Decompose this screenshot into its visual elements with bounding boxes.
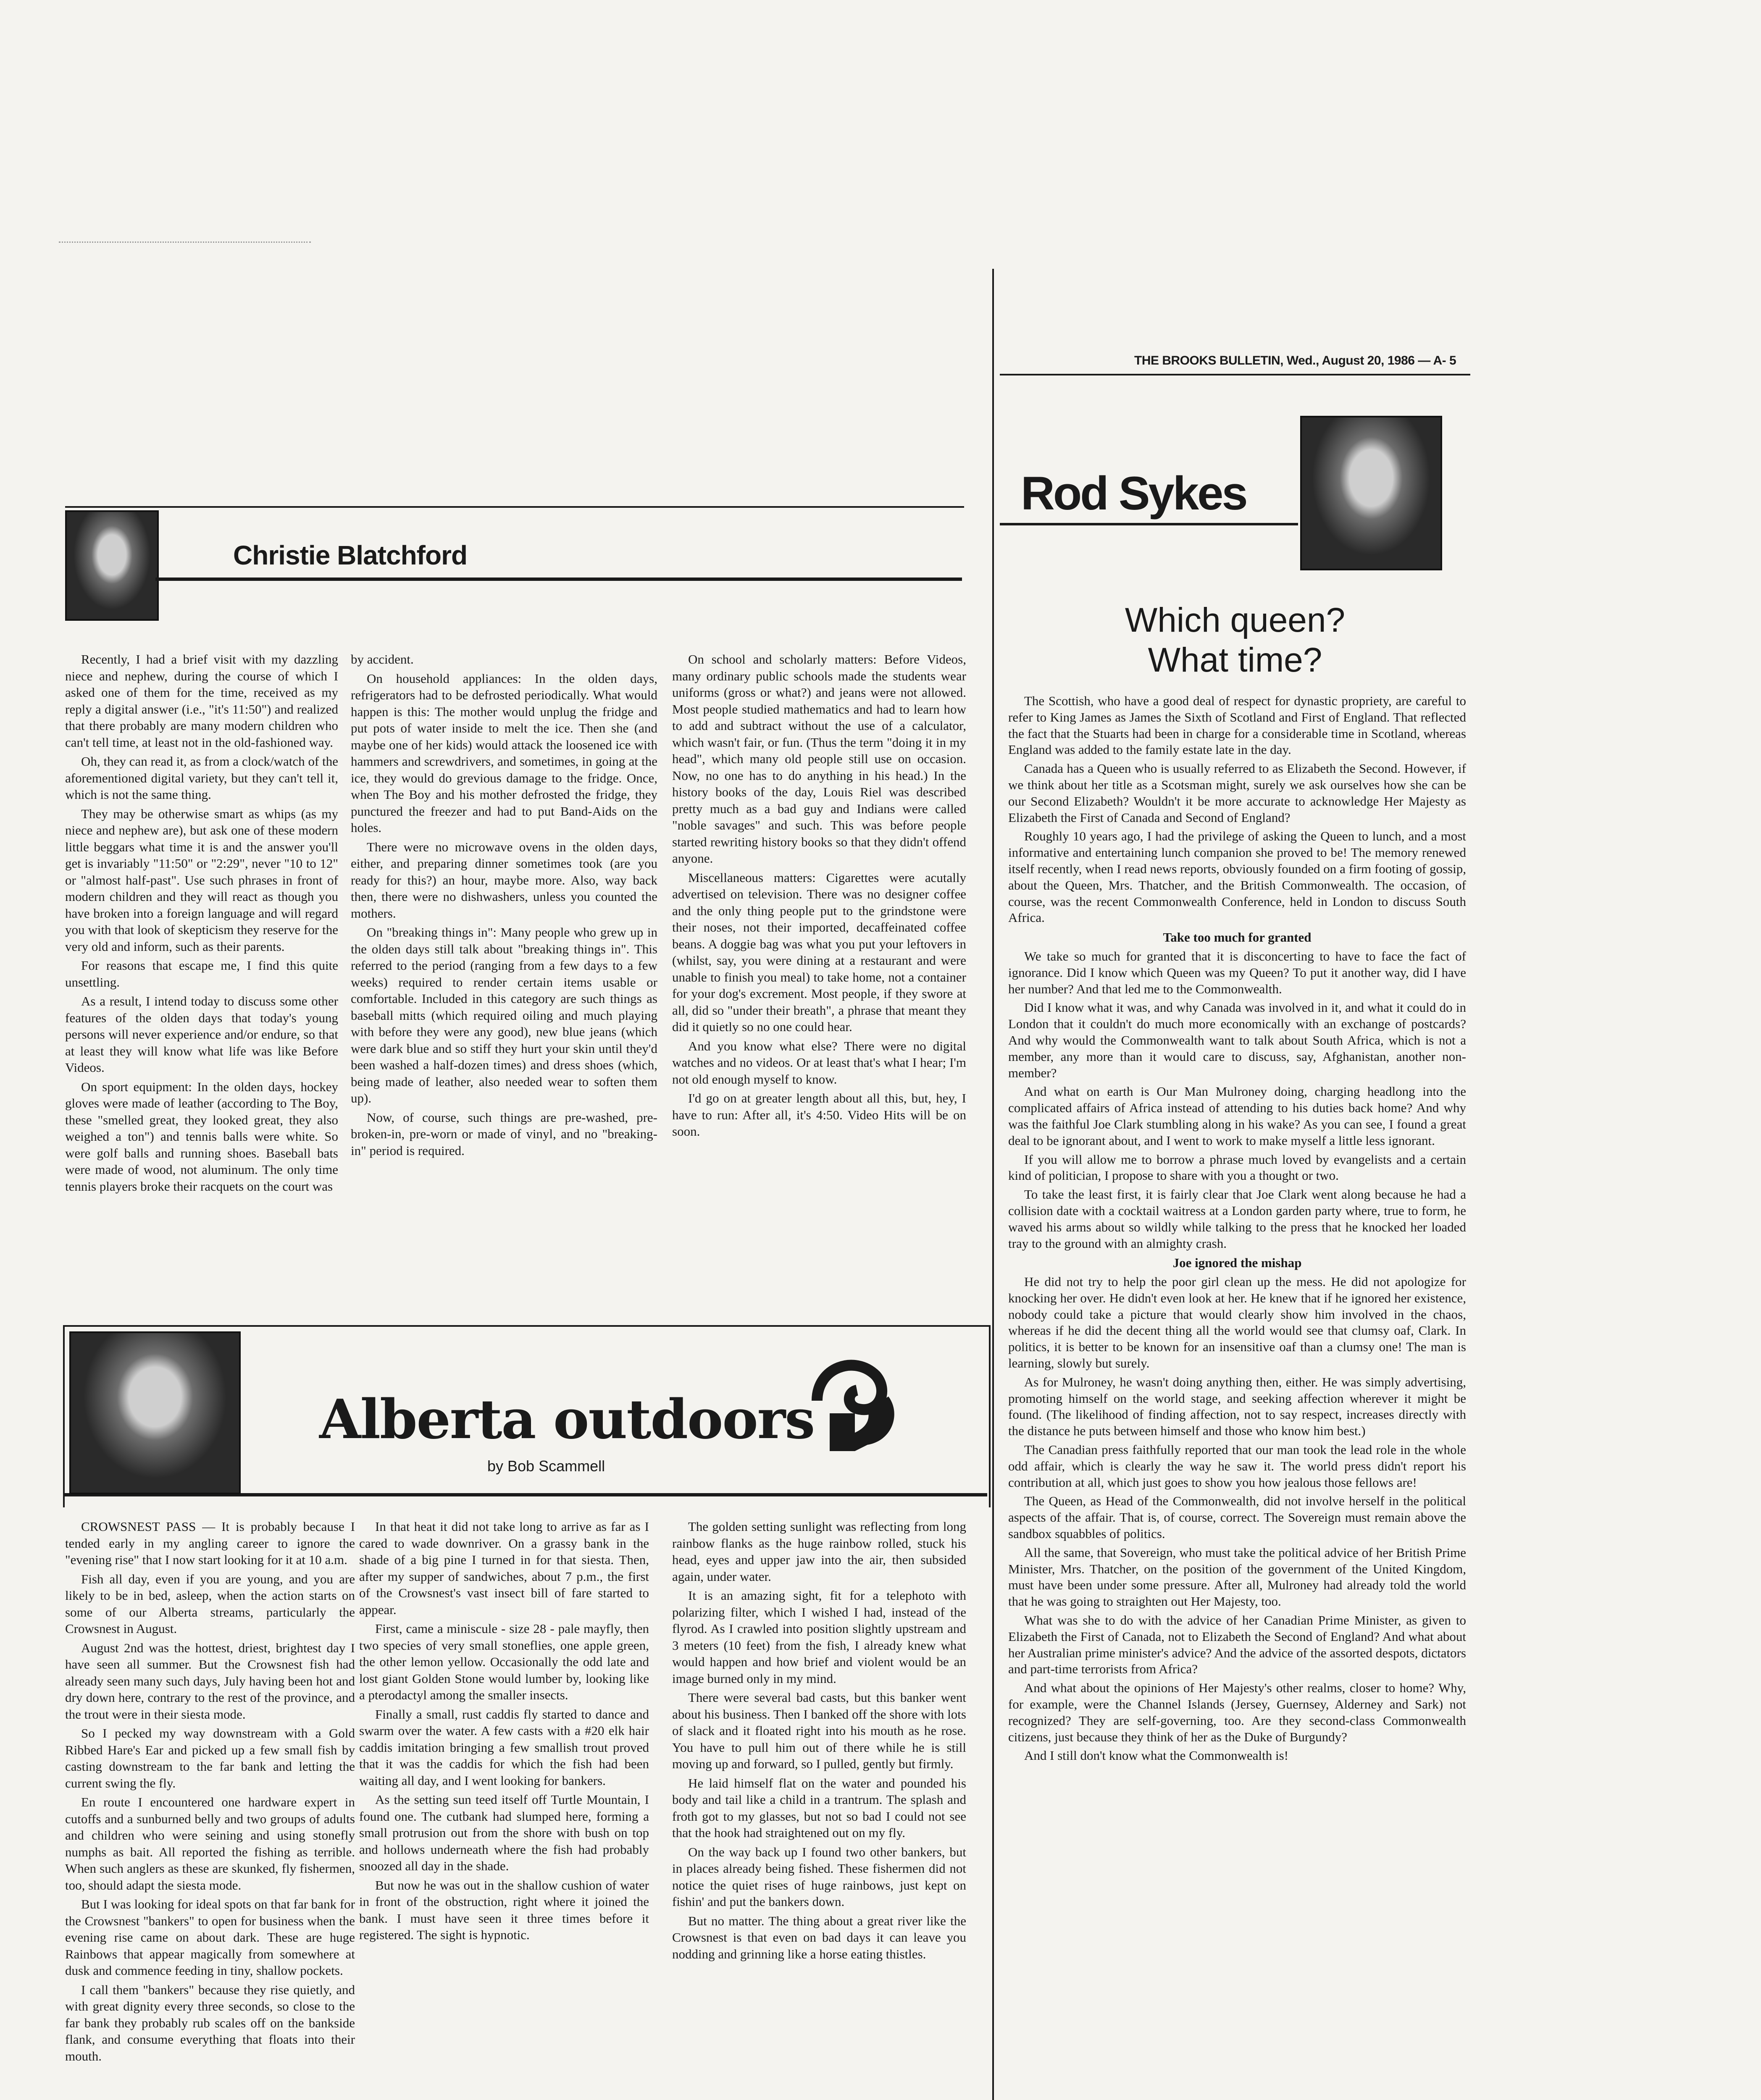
paragraph: Roughly 10 years ago, I had the privilege of asking the Queen to lunch, and a most informative and entertaining lunch companion she proved to be! The memory renewed itself recently, when I read news reports, obviously founded on a firm footing of gossip, about the Queen, Mrs. Thatcher, and the British Commonwealth. The occasion, of course, was the recent Commonwealth Conference, held in London to discuss South Africa. <box>1008 829 1466 925</box>
paragraph: The golden setting sunlight was reflecting from long rainbow flanks as the huge rainbow rolled, stuck his head, eyes and upper jaw into the air, then subsided again, under water. <box>672 1519 966 1584</box>
page-header-rule <box>1000 374 1470 375</box>
paragraph: What was she to do with the advice of her Canadian Prime Minister, as given to Elizabeth the First of Canada, not to Elizabeth the Second of England? And what about her Australian prime minister's advice? And the advice of the assorted despots, dictators and part-time terrorists from Africa? <box>1008 1613 1466 1677</box>
page-header: THE BROOKS BULLETIN, Wed., August 20, 1986 — A- 5 <box>1134 354 1456 368</box>
paragraph: All the same, that Sovereign, who must take the political advice of her British Prime Minister, Mrs. Thatcher, on the position of the government of the United Kingdom, must have been under some pressure. After all, Mulroney had already told the world that he was going to straighten out Her Majesty, too. <box>1008 1545 1466 1609</box>
paragraph: CROWSNEST PASS — It is probably because I tended early in my angling career to ignore the "evening rise" that I now start looking for it at 10 a.m. <box>65 1519 355 1567</box>
outdoors-title: Alberta outdoors <box>319 1388 815 1451</box>
paragraph: Did I know what it was, and why Canada was involved in it, and what it could do in London that it couldn't do much more economically with an exchange of postcards? And why would the Commonwealth want to talk about South Africa, which is not a member, any more than it would care to discuss, say, Afghanistan, another non-member? <box>1008 1000 1466 1080</box>
paragraph: First, came a miniscule - size 28 - pale mayfly, then two species of very small stoneflies, one apple green, the other lemon yellow. Occasionally the odd late and lost giant Golden Stone would lumber by, looking like a pterodactyl among the smaller insects. <box>359 1621 649 1702</box>
subhead: Take too much for granted <box>1163 930 1312 945</box>
paragraph: Canada has a Queen who is usually referred to as Elizabeth the Second. However, if we think about her title as a Scotsman might, surely we ask ourselves how she can be our Second Elizabeth? Wouldn't it be more accurate to acknowledge Her Majesty as Elizabeth the First of Canada and Second of England? <box>1008 761 1466 825</box>
paragraph: But no matter. The thing about a great river like the Crowsnest is that even on bad days it can leave you nodding and grinning like a horse eating thistles. <box>672 1913 966 1961</box>
subhead: Joe ignored the mishap <box>1172 1255 1302 1270</box>
paragraph: He laid himself flat on the water and pounded his body and tail like a child in a trantrum. The splash and froth got to my glasses, but not so bad I could not see that the hook had straightened out on my fly. <box>672 1775 966 1840</box>
paragraph: Recently, I had a brief visit with my dazzling niece and nephew, during the course of which I asked one of them for the time, received as my reply a digital answer (i.e., "it's 11:50") and realized that there probably are many modern children who can't tell time, at least not in the old-fashioned way. <box>65 652 338 750</box>
columnist-photo-blatchford <box>65 510 159 621</box>
paragraph: On the way back up I found two other bankers, but in places already being fished. These fishermen did not notice the quiet rises of huge rainbows, just kept on fishin' and put the bankers down. <box>672 1844 966 1909</box>
blatchford-header-rule <box>65 506 964 508</box>
paragraph: As for Mulroney, he wasn't doing anything then, either. He was simply advertising, promoting himself on the world stage, and seeking affection wherever it might be found. (The likelihood of finding affection, not to say respect, increases directly with the distance he puts between himself and those who know him best.) <box>1008 1374 1466 1438</box>
paragraph: On sport equipment: In the olden days, hockey gloves were made of leather (according to The Boy, these "smelled great, they looked great, they also weighed a ton") and tennis balls were white. So were golf balls and running shoes. Baseball bats were made of wood, not aluminum. The only time tennis players broke their racquets on the court was <box>65 1079 338 1194</box>
paragraph: And what on earth is Our Man Mulroney doing, charging headlong into the complicated affairs of Africa instead of attending to his duties back home? And why was the faithful Joe Clark stumbling along in his wake? As you can see, I found a great deal to be ignorant about, and I went to work to make myself a little less ignorant. <box>1008 1084 1466 1148</box>
outdoors-column-2 <box>359 1518 649 2100</box>
byline-sykes: Rod Sykes <box>1021 467 1246 520</box>
paragraph: On household appliances: In the olden days, refrigerators had to be defrosted periodically. What would happen is this: The mother would unplug the fridge and put pots of water inside to melt the ice. Then she (and maybe one of her kids) would attack the loosened ice with hammers and screwdrivers, and sometimes, in going at the ice, they would do grevious damage to the fridge. Once, when The Boy and his mother defrosted the fridge, they punctured the freezer and had to put Band-Aids on the holes. <box>351 671 657 835</box>
paragraph: The Scottish, who have a good deal of respect for dynastic propriety, are careful to refer to King James as James the Sixth of Scotland and First of England. That reflected the fact that the Stuarts had been in charge for a considerable time in Scotland, whereas England was added to the family estate late in the day. <box>1008 693 1466 757</box>
column-divider-vertical <box>992 269 994 2100</box>
ram-logo-icon <box>804 1350 907 1457</box>
paragraph: Finally a small, rust caddis fly started to dance and swarm over the water. A few casts with a #20 elk hair caddis imitation bringing a few smallish trout proved that it was the caddis for which the fish had been waiting all day, and I went looking for bankers. <box>359 1706 649 1788</box>
blatchford-column-1 <box>65 651 338 1273</box>
paragraph: It is an amazing sight, fit for a telephoto with polarizing filter, which I wished I had, instead of the flyrod. As I crawled into position slightly upstream and 3 meters (10 feet) from the fish, I already knew what would happen and how brief and violent would be an image burned only in my mind. <box>672 1588 966 1686</box>
paragraph: I call them "bankers" because they rise quietly, and with great dignity every three seconds, so close to the far bank they probably rub scales off on the bankside flank, and consume everything that floats into their mouth. <box>65 1982 355 2063</box>
paragraph: Miscellaneous matters: Cigarettes were acutally advertised on television. There was no designer coffee and the only thing people put to the grindstone were their noses, not their imported, decaffeinated coffee beans. A doggie bag was what you put your leftovers in (whilst, say, you were dining at a restaurant and were unable to finish you meal) to take home, not a container for your dog's excrement. Most people, if they swore at all, did so "under their breath", a phrase that meant they did it quietly so no one could hear. <box>672 870 966 1034</box>
sykes-column <box>1008 693 1466 2100</box>
paragraph: On "breaking things in": Many people who grew up in the olden days still talk about "breaking things in". This referred to the period (ranging from a few days to a few weeks) required to render certain items usable or comfortable. Included in this category are such things as baseball mitts (which required oiling and much playing with before they were any good), new blue jeans (which were dark blue and so stiff they hurt your skin until they'd been washed a half-dozen times) and dress shoes (which, being made of leather, also needed wear to soften them up). <box>351 925 657 1105</box>
columnist-photo-sykes <box>1300 416 1442 570</box>
paragraph: As a result, I intend today to discuss some other features of the olden days that today's young persons will never experience and/or endure, so that at least they will know what life was like Before Videos. <box>65 994 338 1075</box>
columnist-photo-scammell <box>69 1331 241 1494</box>
paragraph: If you will allow me to borrow a phrase much loved by evangelists and a certain kind of politician, I propose to share with you a thought or two. <box>1008 1152 1466 1183</box>
outdoors-byline: by Bob Scammell <box>487 1457 605 1475</box>
paragraph: To take the least first, it is fairly clear that Joe Clark went along because he had a collision date with a cocktail waitress at a London garden party where, true to form, he waved his arms about so wildly while talking to the press that he knocked her loaded tray to the ground with an almighty crash. <box>1008 1187 1466 1251</box>
headline-sykes-2: What time? <box>1148 641 1322 679</box>
paragraph: We take so much for granted that it is disconcerting to have to face the fact of ignorance. Did I know which Queen was my Queen? To put it another way, did I have her number? And that led me to the Commonwealth. <box>1008 948 1466 996</box>
paragraph: Now, of course, such things are pre-washed, pre-broken-in, pre-worn or made of vinyl, and no "breaking-in" period is required. <box>351 1110 657 1158</box>
byline-blatchford: Christie Blatchford <box>233 540 468 570</box>
outdoors-column-3 <box>672 1518 966 2100</box>
paragraph: Oh, they can read it, as from a clock/watch of the aforementioned digital variety, but they can't tell it, which is not the same thing. <box>65 754 338 802</box>
outdoors-column-1 <box>65 1518 355 2100</box>
paragraph: The Canadian press faithfully reported that our man took the lead role in the whole odd affair, which is clearly the way he saw it. The world press didn't report his contribution at all, which just goes to show you how jealous those fellows are! <box>1008 1442 1466 1490</box>
blatchford-header-rule <box>155 578 962 581</box>
paragraph: As the setting sun teed itself off Turtle Mountain, I found one. The cutbank had slumped here, forming a small protrusion out from the shore with bush on top and hollows underneath where the fish had probably snoozed all day in the shade. <box>359 1792 649 1873</box>
paragraph: There were several bad casts, but this banker went about his business. Then I banked off the shore with lots of slack and it floated right into his mouth as he rose. You have to pull him out of there while he is still moving up and forward, so I pulled, gently but firmly. <box>672 1690 966 1771</box>
paragraph: On school and scholarly matters: Before Videos, many ordinary public schools made the students wear uniforms (gross or what?) and jeans were not allowed. Most people studied mathematics and had to learn how to add and subtract without the use of a calculator, which wasn't fair, or fun. (Thus the term "doing it in my head", which many old people still use on occasion. Now, no one has to do anything in his head.) In the history books of the day, Louis Riel was described pretty much as a bad guy and Indians were called "noble savages" and such. This was before people started rewriting history books so that they didn't offend anyone. <box>672 652 966 866</box>
scan-artifact <box>59 242 311 243</box>
paragraph: But I was looking for ideal spots on that far bank for the Crowsnest "bankers" to open for business when the evening rise came on about dark. These are huge Rainbows that appear magically from somewhere at dusk and commence feeding in tiny, shallow pockets. <box>65 1897 355 1978</box>
paragraph: So I pecked my way downstream with a Gold Ribbed Hare's Ear and picked up a few small fish by casting downstream to the far bank and letting the current swing the fly. <box>65 1726 355 1790</box>
sykes-header-rule <box>1000 523 1298 525</box>
paragraph: The Queen, as Head of the Commonwealth, did not involve herself in the political aspects of the affair. That is, of course, correct. The Sovereign must remain above the sandbox squabbles of politics. <box>1008 1494 1466 1541</box>
paragraph: by accident. <box>351 652 414 667</box>
paragraph: There were no microwave ovens in the olden days, either, and preparing dinner sometimes took (are you ready for this?) an hour, maybe more. Also, way back then, there were no dishwashers, unless you counted the mothers. <box>351 839 657 921</box>
paragraph: But now he was out in the shallow cushion of water in front of the obstruction, right where it joined the bank. I must have seen it three times before it registered. The sight is hypnotic. <box>359 1877 649 1942</box>
paragraph: For reasons that escape me, I find this quite unsettling. <box>65 958 338 990</box>
paragraph: They may be otherwise smart as whips (as my niece and nephew are), but ask one of these modern little beggars what time it is and the answer you'll get is invariably "11:50" or "2:29", never "10 to 12" or "almost half-past". Use such phrases in front of modern children and they will react as though you have broken into a foreign language and will regard you with that look of skepticism they reserve for the very old and inform, such as their parents. <box>65 806 338 954</box>
paragraph: He did not try to help the poor girl clean up the mess. He did not apologize for knocking her over. He didn't even look at her. He knew that if he ignored her existence, nobody could take a picture that would clearly show him involved in the chaos, whereas if he did the decent thing all the world would see that clumsy oaf, Clark. In politics, it is better to be known for an insensitive oaf than a clumsy one! The man is learning, slowly but surely. <box>1008 1274 1466 1371</box>
paragraph: And what about the opinions of Her Majesty's other realms, closer to home? Why, for example, were the Channel Islands (Jersey, Guernsey, Alderney and Sark) not recognized? They are self-governing, too. Are they second-class Commonwealth citizens, just because they think of her as the Duke of Burgundy? <box>1008 1680 1466 1744</box>
paragraph: August 2nd was the hottest, driest, brightest day I have seen all summer. But the Crowsnest fish had already seen many such days, July having been hot and dry down here, contrary to the rest of the province, and the trout were in their siesta mode. <box>65 1640 355 1722</box>
blatchford-column-2 <box>351 651 657 1273</box>
paragraph: I'd go on at greater length about all this, but, hey, I have to run: After all, it's 4:50. Video Hits will be on soon. <box>672 1091 966 1139</box>
paragraph: And you know what else? There were no digital watches and no videos. Or at least that's what I hear; I'm not old enough myself to know. <box>672 1038 966 1087</box>
paragraph: En route I encountered one hardware expert in cutoffs and a sunburned belly and two groups of adults and children who were seining and using stonefly numphs as bait. All reported the fishing as terrible. When such anglers as these are skunked, fly fishermen, too, should adapt the siesta mode. <box>65 1795 355 1893</box>
paragraph: In that heat it did not take long to arrive as far as I cared to wade downriver. On a grassy bank in the shade of a big pine I turned in for that siesta. Then, after my supper of sandwiches, about 7 p.m., the first of the Crowsnest's vast insect bill of fare started to appear. <box>359 1519 649 1617</box>
headline-sykes-1: Which queen? <box>1125 601 1346 639</box>
paragraph: Fish all day, even if you are young, and you are likely to be in bed, asleep, when the action starts on some of our Alberta streams, particularly the Crowsnest in August. <box>65 1571 355 1636</box>
paragraph: And I still don't know what the Commonwealth is! <box>1024 1748 1288 1763</box>
blatchford-column-3 <box>672 651 966 1273</box>
